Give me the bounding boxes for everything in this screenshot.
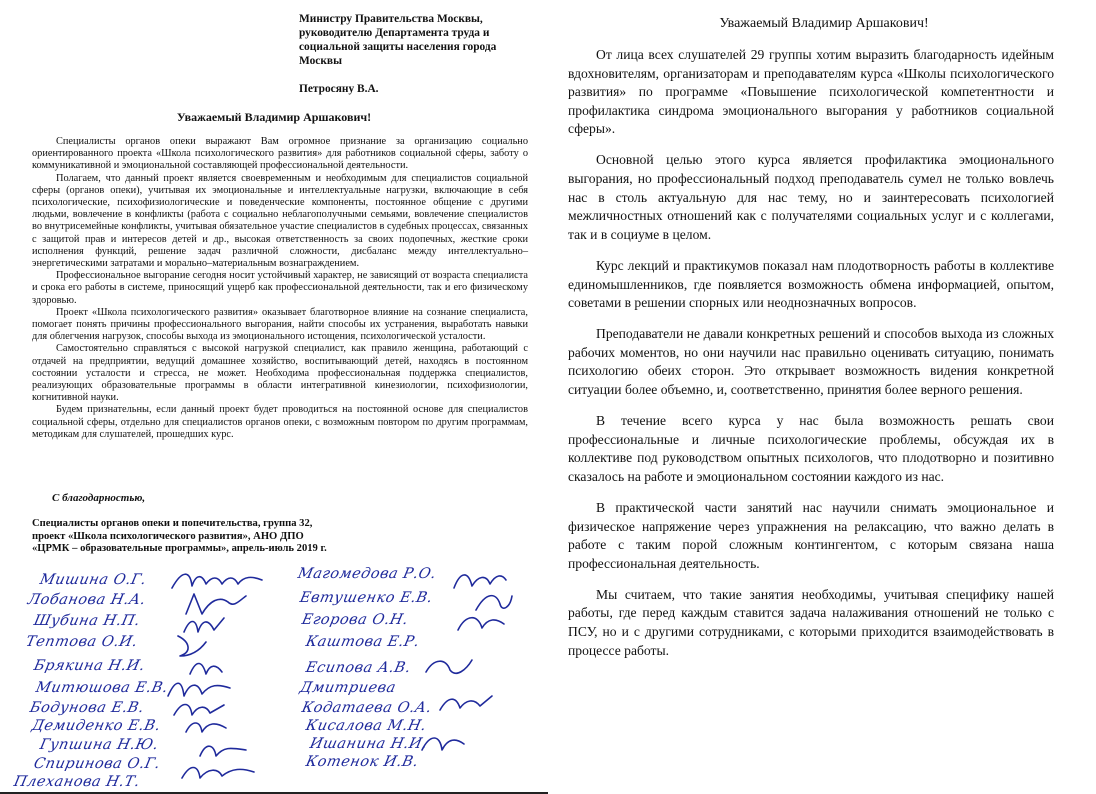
signature-line: Специалисты органов опеки и попечительства, группа 32, [32, 518, 313, 529]
handwritten-name: Плеханова Н.Т. [12, 774, 142, 790]
right-paragraph: В практической части занятий нас научили снимать эмоциональное и физическое напряжение через упражнения на релаксацию, что важно делать в работе с таким порой сложным контингентом, с которым связана наша профессиональная деятельность. [568, 499, 1054, 571]
left-paragraph: Специалисты органов опеки выражают Вам огромное признание за организацию социально ориентированного проекта «Школа психологического развития» для работников социальной сферы, заботу о коммуникативной и эмоциональной составляющей профессиональной деятельности. [32, 136, 528, 172]
addressee-block [299, 12, 539, 96]
handwritten-name: Дмитриева [298, 680, 398, 696]
signature-scrawl [178, 760, 258, 786]
signature-scrawl [420, 654, 476, 682]
signature-line: «ЦРМК – образовательные программы», апрель-июль 2019 г. [32, 543, 327, 555]
right-paragraph: Преподаватели не давали конкретных решений и способов выхода из сложных рабочих моментов, но они научили нас правильно оценивать ситуацию, понимать психологию обеих сторон. Это открывает возможность видения конкретной ситуации более объемно, и, соответственно, принятия более верного решения. [568, 326, 1054, 397]
left-paragraph: Полагаем, что данный проект является своевременным и необходимым для специалистов социальной сферы (органов опеки), учитывая их эмоциональные и интеллектуальные нагрузки, включающие в себя психологические, психофизиологические и поведенческие компоненты, постоянное общение с другими людьми, вовлечение в конфликты (работа с социально неблагополучными семьями, вовлечение специалистов во внутрисемейные конфликты, учитывая обязательное участие специалистов в судебных процессах, связанных с защитой прав и интересов детей и др., высокая ответственность за своих подопечных, жесткие сроки исполнения функций, решение задач различной сложности, дисбаланс между интеллектуально–энергетическими затратами и морально–материальным вознаграждением. [32, 172, 528, 270]
signature-line: проект «Школа психологического развития», АНО ДПО [32, 530, 304, 542]
left-letter-body [32, 136, 528, 441]
left-paragraph: Профессиональное выгорание сегодня носит устойчивый характер, не зависящий от возраста специалиста и срока его работы в системе, приносящий ущерб как профессиональной деятельности, так и его физическому здоровью. [32, 270, 528, 306]
handwritten-name: Егорова О.Н. [300, 612, 410, 628]
signature-scrawl [418, 730, 468, 758]
left-paragraph: Будем признательны, если данный проект будет проводиться на постоянной основе для специалистов социальной сферы, отдельно для специалистов органов опеки, с возможным повтором по другим программам, методикам для слушателей, прошедших курс. [32, 404, 528, 440]
right-letter-page [560, 0, 1088, 794]
handwritten-name: Кодатаева О.А. [300, 700, 434, 716]
handwritten-name: Бодунова Е.В. [28, 700, 146, 716]
right-paragraph: В течение всего курса у нас была возможность решать свои профессиональные и личные психологические проблемы, обсуждая их в коллективе под руководством опытных психологов, что плодотворно и позитивно сказалось на работе и эмоциональном состоянии каждого из нас. [568, 413, 1054, 484]
signature-scrawl [182, 716, 232, 740]
handwritten-name: Евтушенко Е.В. [298, 590, 435, 606]
left-greeting: Уважаемый Владимир Аршакович! [176, 110, 372, 124]
right-letter-body [568, 46, 1054, 673]
signature-scrawl [436, 690, 496, 718]
handwritten-name: Гупшина Н.Ю. [38, 737, 161, 753]
left-paragraph: Самостоятельно справляться с высокой нагрузкой специалист, как правило женщина, работающий с отдачей на предприятии, ведущий домашнее хозяйство, воспитывающий детей, находясь в постоянном состоянии усталости и стресса, не может. Необходима профессиональная поддержка специалистов, реализующих образовательные программы в области интегративной кинезиологии, психофизиологии, когнитивной науки. [32, 343, 528, 404]
handwritten-name: Кисалова М.Н. [304, 718, 428, 734]
signature-scrawl [454, 610, 510, 638]
handwritten-name: Котенок И.В. [304, 754, 421, 770]
handwritten-name: Лобанова Н.А. [26, 592, 148, 608]
addressee-line: социальной защиты населения города [299, 41, 497, 53]
handwritten-name: Демиденко Е.В. [30, 718, 163, 734]
right-paragraph: Основной целью этого курса является профилактика эмоционального выгорания, но профессиональный подход преподаватель сумел не только вовлечь нас в столь актуальную для нас тему, но и заинтересовать психологией межличностных отношений как с получателями социальных услуг и с коллегами, так и в социуме в целом. [568, 152, 1054, 242]
handwritten-name: Спиринова О.Г. [32, 756, 162, 772]
addressee-line: руководителю Департамента труда и [299, 27, 490, 39]
right-paragraph: Курс лекций и практикумов показал нам плодотворность работы в коллективе единомышленников, где появляется возможность обмена информацией, опытом, советами в решении спорных или неоднозначных вопросов. [568, 257, 1054, 311]
handwritten-name: Митюшова Е.В. [34, 680, 170, 696]
left-paragraph: Проект «Школа психологического развития» оказывает благотворное влияние на сознание специалиста, помогает понять причины профессионального выгорания, найти способы их устранения, выработать навыки для облегчения нагрузок, способы выхода из эмоционального истощения, психологической усталости. [32, 306, 528, 343]
handwritten-name: Каштова Е.Р. [304, 634, 422, 650]
addressee-line: Министру Правительства Москвы, [299, 13, 483, 25]
handwritten-name: Ишанина Н.И. [308, 736, 429, 752]
handwritten-name: Мишина О.Г. [38, 572, 148, 588]
right-paragraph: От лица всех слушателей 29 группы хотим выразить благодарность идейным вдохновителям, организаторам и преподавателям курса «Школы психологического развития» по программе «Повышение психологической компетентности и профилактика синдрома эмоционального выгорания у работников социальной сферы». [568, 47, 1054, 137]
addressee-name: Петросяну В.А. [299, 83, 379, 95]
right-greeting: Уважаемый Владимир Аршакович! [719, 16, 929, 31]
handwritten-name: Шубина Н.П. [32, 613, 142, 629]
handwritten-name: Брякина Н.И. [32, 658, 147, 674]
handwritten-name: Магомедова Р.О. [296, 566, 438, 582]
signature-block [32, 518, 367, 556]
handwritten-name: Тептова О.И. [24, 634, 140, 650]
closing-phrase: С благодарностью, [52, 492, 146, 504]
handwritten-name: Есипова А.В. [304, 660, 413, 676]
addressee-line: Москвы [299, 55, 342, 67]
right-paragraph: Мы считаем, что такие занятия необходимы, учитывая специфику нашей работы, где перед каждым ставится задача налаживания отношений не только с ПСУ, но и с другими сотрудниками, с которыми приходится взаимодействовать в процессе работы. [568, 586, 1054, 658]
